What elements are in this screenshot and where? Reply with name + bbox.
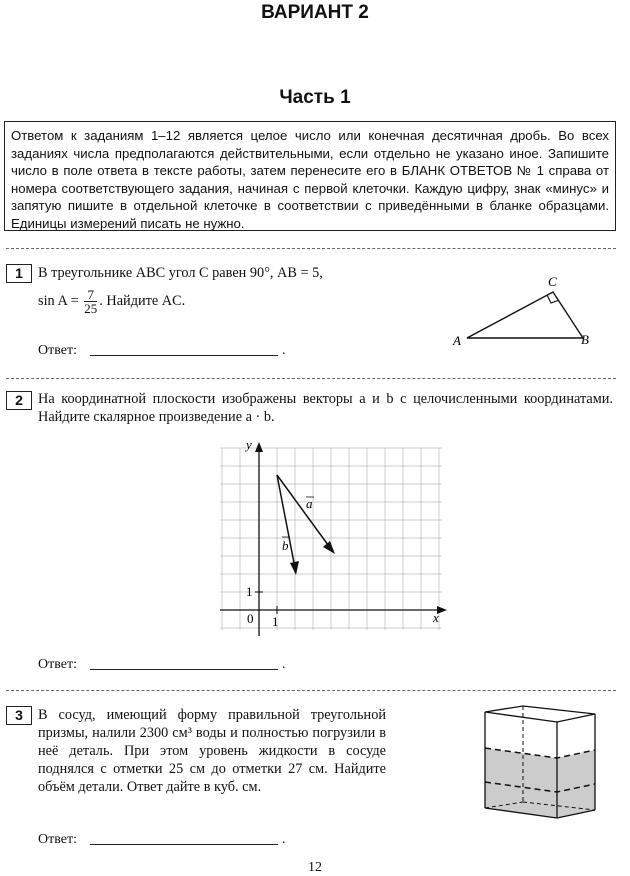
page-number: 12 xyxy=(308,860,322,875)
part-title: Часть 1 xyxy=(279,87,351,108)
task1-line1: В треугольнике ABC угол C равен 90°, AB = 5, xyxy=(38,265,323,281)
water-fill xyxy=(485,748,595,818)
task3-text: В сосуд, имеющий форму правильной треугольной призмы, налили 2300 см³ воды и полностью погрузили в неё деталь. При этом уровень жидкости в сосуде поднялся с отметки 25 см до отметки 27 см. Найдите объём детали. Ответ дайте в куб. см. xyxy=(38,707,386,795)
vector-b-head xyxy=(290,561,299,575)
coordinate-grid xyxy=(220,440,450,640)
task-number: 1 xyxy=(6,264,32,283)
answer-label-2: Ответ: xyxy=(38,657,77,672)
label-b: B xyxy=(581,332,589,347)
answer-field-2[interactable] xyxy=(90,655,278,670)
prism-figure xyxy=(465,700,605,830)
task1-line2 xyxy=(38,286,338,316)
axis-x-label: x xyxy=(433,610,439,625)
frac-num: 7 xyxy=(84,288,97,302)
answer-field-3[interactable] xyxy=(90,830,278,845)
y-axis-arrow xyxy=(255,442,263,452)
triangle-figure xyxy=(445,270,605,355)
task-number: 2 xyxy=(6,391,32,410)
tick-y-label: 1 xyxy=(246,584,253,599)
grid-lines xyxy=(220,448,442,630)
divider xyxy=(6,690,616,691)
tick-x-label: 1 xyxy=(272,614,279,629)
vector-a-label: a xyxy=(306,496,313,511)
divider xyxy=(6,378,616,379)
label-c: C xyxy=(548,274,557,289)
vector-b xyxy=(277,475,295,568)
fraction xyxy=(84,288,97,315)
axis-y-label: y xyxy=(246,440,252,452)
variant-title: ВАРИАНТ 2 xyxy=(261,2,369,23)
origin-label: 0 xyxy=(247,611,254,626)
sin-lhs: sin A = xyxy=(38,293,79,309)
triangle-abc xyxy=(467,292,583,338)
prism-top xyxy=(485,706,595,722)
task-number: 3 xyxy=(6,706,32,725)
task1-line2-rest: . Найдите AC. xyxy=(99,293,186,309)
task2-text: На координатной плоскости изображены векторы a и b с целочисленными координатами. Найдите скалярное произведение a · b. xyxy=(38,391,613,425)
vector-a-head xyxy=(323,541,335,554)
answer-field-1[interactable] xyxy=(90,341,278,356)
answer-label-1: Ответ: xyxy=(38,343,77,358)
frac-den: 25 xyxy=(84,301,98,317)
divider xyxy=(6,248,616,249)
answer-label-3: Ответ: xyxy=(38,832,77,847)
instructions-box: Ответом к заданиям 1–12 является целое число или конечная десятичная дробь. Во всех заданиях числа предполагаются действительными, если отдельно не указано иное. Запишите число в поле ответа в тексте работы, затем перенесите его в БЛАНК ОТВЕТОВ № 1 справа от номера соответствующего задания, начиная с первой клеточки. Каждую цифру, знак «минус» и запятую пишите в отдельной клеточке в соответствии с приведёнными в бланке образцами. Единицы измерений писать не нужно. xyxy=(4,121,616,231)
vector-b-label: b xyxy=(282,538,289,553)
label-a: A xyxy=(453,333,461,348)
